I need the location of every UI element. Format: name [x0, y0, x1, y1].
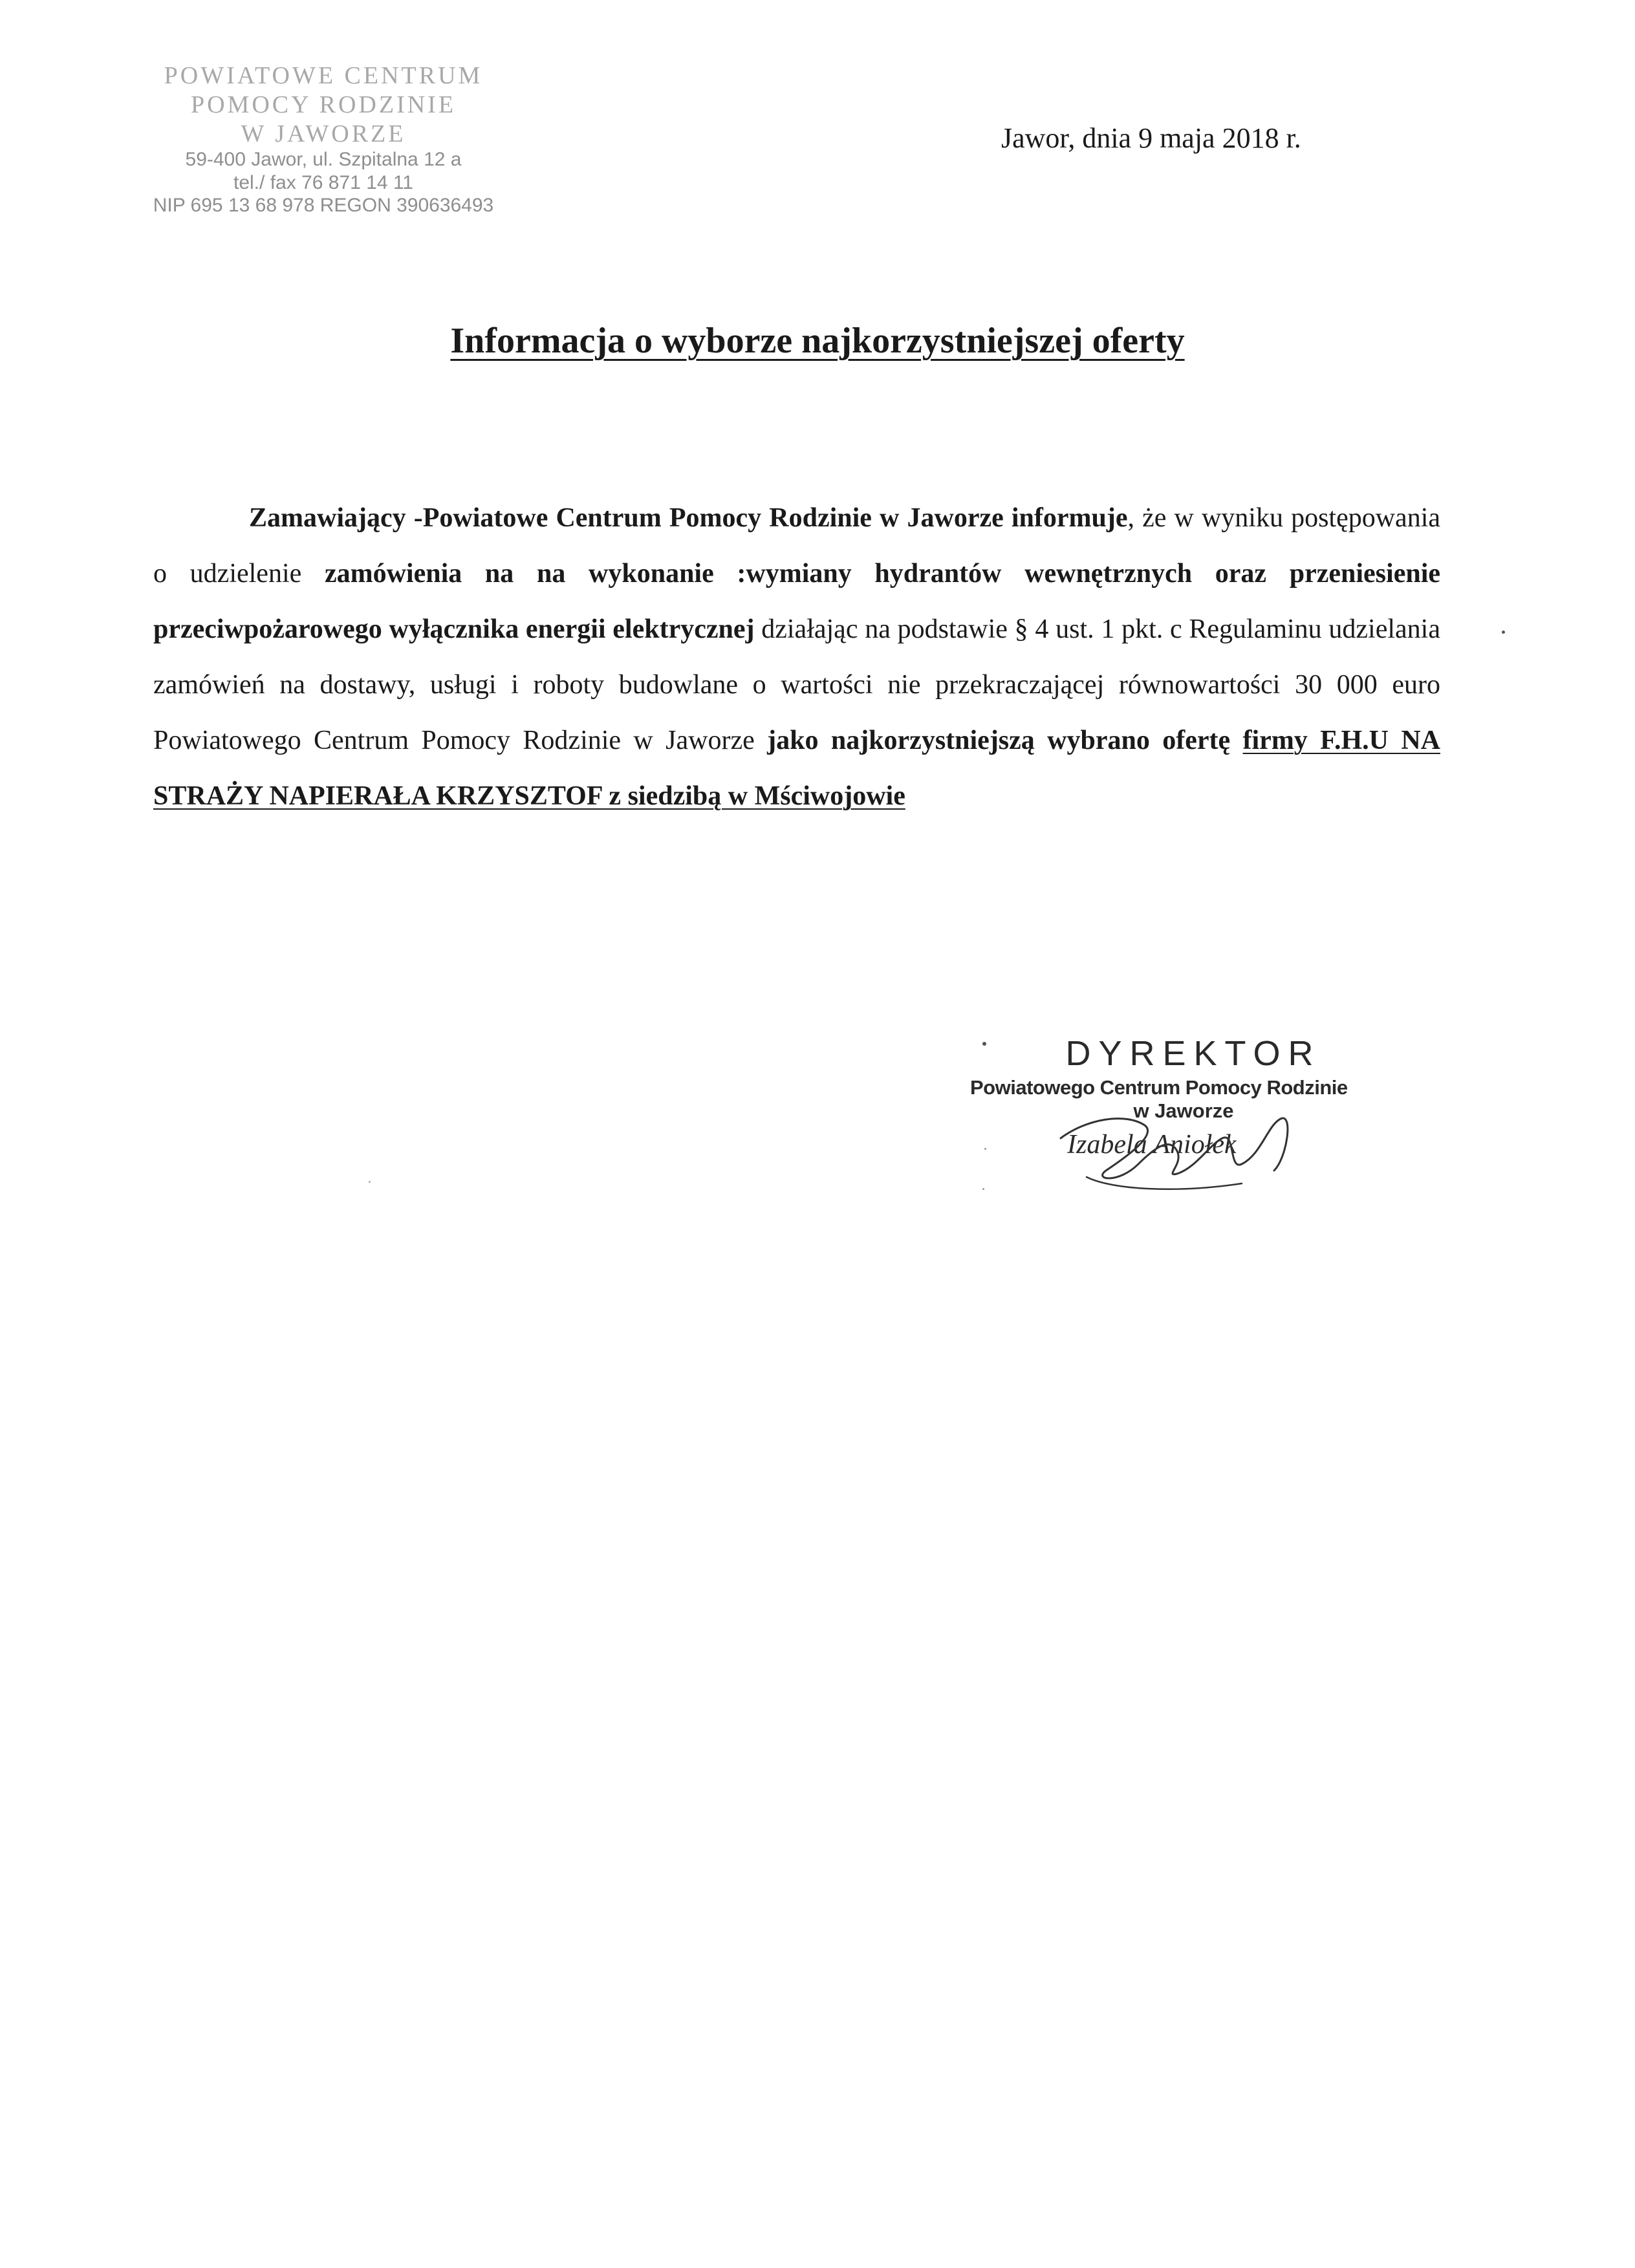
- stamp-phone: tel./ fax 76 871 14 11: [233, 171, 413, 193]
- scan-speck: [982, 1188, 984, 1190]
- stamp-address: 59-400 Jawor, ul. Szpitalna 12 a: [185, 149, 462, 171]
- stamp-line-3: W JAWORZE: [241, 120, 406, 147]
- body-intro-bold: Zamawiający -Powiatowe Centrum Pomocy Rodzinie w Jaworze informuje: [249, 503, 1128, 533]
- stamp-nip-regon: NIP 695 13 68 978 REGON 390636493: [153, 195, 494, 217]
- body-decision-bold: jako najkorzystniejszą wybrano ofertę: [767, 726, 1243, 755]
- body-subject-bold: zamówienia na na wykonanie :wymiany hydrantów wewnętrznych oraz przeniesienie przeciwpożarowego wyłącznika energii elektrycznej: [153, 559, 1441, 644]
- handwritten-signature-icon: [1048, 1099, 1319, 1209]
- document-title-text: Informacja o wyborze najkorzystniejszej oferty: [450, 321, 1185, 361]
- director-name: Izabela Aniołek: [1067, 1130, 1237, 1160]
- director-city: w Jaworze: [1133, 1099, 1234, 1122]
- director-organization: Powiatowego Centrum Pomocy Rodzinie: [970, 1076, 1348, 1099]
- scan-speck: [982, 1042, 986, 1046]
- scan-speck: [984, 1148, 986, 1150]
- stamp-line-2: POMOCY RODZINIE: [190, 91, 457, 118]
- document-date: Jawor, dnia 9 maja 2018 r.: [1001, 122, 1301, 154]
- institution-stamp: [116, 61, 530, 217]
- body-winner-company: firmy F.H.U NA STRAŻY NAPIERAŁA KRZYSZTOF z siedzibą w Mściwojowie: [153, 726, 1441, 811]
- body-intro-rest: , że w wyniku postępowania o udzielenie: [153, 503, 1441, 589]
- document-body: [153, 490, 1440, 824]
- stamp-line-1: POWIATOWE CENTRUM: [164, 62, 483, 89]
- director-title: DYREKTOR: [1065, 1034, 1321, 1073]
- scan-speck: [1502, 631, 1505, 634]
- body-legal-basis: działając na podstawie § 4 ust. 1 pkt. c Regulaminu udzielania zamówień na dostawy, usługi i roboty budowlane o wartości nie przekraczającej równowartości 30 000 euro Powiatowego Centrum Pomocy Rodzinie w Jaworze: [153, 614, 1440, 755]
- document-title: [0, 320, 1635, 362]
- scan-speck: [369, 1181, 371, 1183]
